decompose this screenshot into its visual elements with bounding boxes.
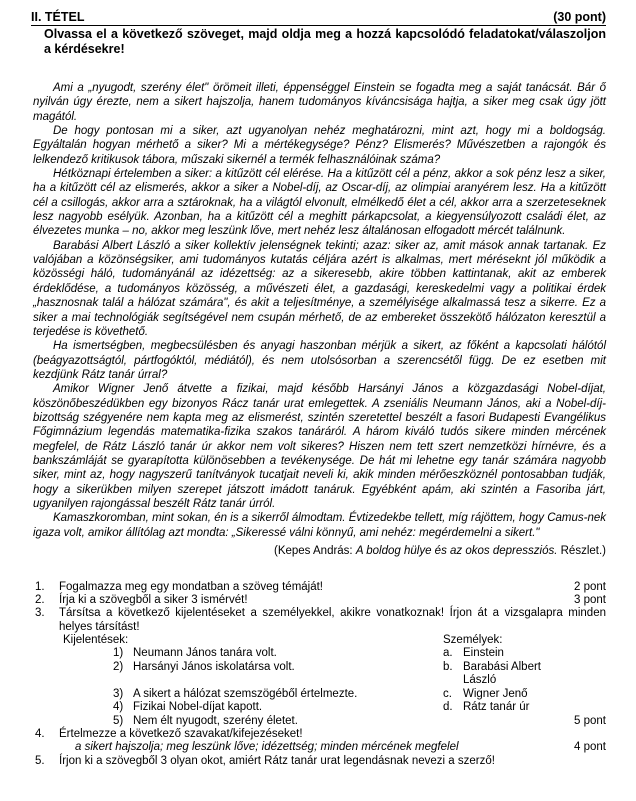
question-number: 5. xyxy=(35,755,45,768)
statement-text: Nem élt nyugodt, szerény életet. xyxy=(133,714,298,727)
paragraph: Kamaszkoromban, mint sokan, én is a sikerről álmodtam. Évtizedekbe tellett, míg rájöttem, hogy Camus-nek igaza volt, amikor állítólag azt mondta: „Sikeressé válni könnyű, ami nehéz: megérdemelni a sikert." xyxy=(33,512,606,539)
question-number: 4. xyxy=(35,727,45,740)
paragraph: Hétköznapi értelemben a siker: a kitűzött cél elérése. Ha a kitűzött cél a pénz, akkor a sok pénz lesz a siker, ha a kitűzött cél az elismerés, akkor a siker a Nobel-díj, az Oscar-díj, az olimpiai aranyérem lesz. Ha a kitűzött cél a csillogás, akkor arra a sztároknak, ha a világtól elvonult, elmélkedő élet a cél, akkor arra a szerzeteseknek lesz nagyobb esélyük. Azonban, ha a kitűzött cél a meghitt párkapcsolat, a kiegyensúlyozott családi élet, az élvezetes munka – no, akkor meg leszünk lőve, mert nehéz lesz általánosan elfogadott mércét találnunk. xyxy=(33,168,606,238)
section-points: (30 pont) xyxy=(553,10,606,24)
person-name-line2: László xyxy=(463,673,497,686)
citation-prefix: (Kepes András: xyxy=(274,545,356,557)
section-header xyxy=(31,9,606,26)
statement-number: 2) xyxy=(113,660,124,673)
person-name: Wigner Jenő xyxy=(463,687,528,700)
statements-label: Kijelentések: xyxy=(63,633,129,646)
statement-number: 5) xyxy=(113,714,124,727)
person-name: Rátz tanár úr xyxy=(463,700,530,713)
question-points: 2 pont xyxy=(574,581,606,593)
matching-table xyxy=(59,634,606,728)
question-number: 1. xyxy=(35,581,45,593)
person-letter: c. xyxy=(443,687,452,700)
exam-page xyxy=(31,0,606,768)
paragraph: Amikor Wigner Jenő átvette a fizikai, majd később Harsányi János a közgazdasági Nobel-díjat, köszönőbeszédükben egy bizonyos Rácz tanár urat emlegettek. A zseniális Neumann János, aki a Nobel-díj-bizottság szégyenére nem kapta meg az elismerést, szintén szeretettel beszélt a fasori Budapesti Evangélikus Főgimnázium legendás matematika-fizika szakos tanáráról. A három kiváló tudós sikere minden mércének megfelel, de Rátz László tanár úr akkor nem volt sikeres? Hiszen nem tett szert nemzetközi hírnévre, és a bankszámláját se gyarapította különösebben a tevékenysége. De hát mi lehetne egy tanár számára nagyobb siker, mint az, hogy nagyszerű tanítványok tucatjait neveli ki, akik minden mérőeszköznél pontosabban tudják, hogy a sikerükben milyen szerepet játszott imádott tanáruk. Egyébként apám, aki szintén a Fasoriba járt, ugyanilyen rajongással beszélt Rátz tanár úrról. xyxy=(33,383,606,510)
statement-number: 3) xyxy=(113,687,124,700)
questions xyxy=(31,581,606,768)
question-text: Társítsa a következő kijelentéseket a személyekkel, akikre vonatkoznak! Írjon át a vizsgalapra minden helyes társítást! xyxy=(59,607,606,633)
question-text: Írja ki a szövegből a siker 3 ismérvét! xyxy=(59,594,248,607)
statement-text: Fizikai Nobel-díjat kapott. xyxy=(133,700,263,713)
question-text: Fogalmazza meg egy mondatban a szöveg témáját! xyxy=(59,581,324,593)
person-name: Barabási Albert xyxy=(463,660,541,673)
persons-label: Személyek: xyxy=(443,633,503,646)
source-citation xyxy=(31,544,606,559)
question-3 xyxy=(31,607,606,727)
question-text: Értelmezze a következő szavakat/kifejezéseket! xyxy=(59,727,303,740)
paragraph: Ha ismertségben, megbecsülésben és anyagi haszonban mérjük a sikert, az főként a kapcsolati hálótól (beágyazottságtól, pártfogóktól, médiától), és nem utolsósorban a szerencsétől függ. De ez esetben mit kezdjünk Rátz tanár úrral? xyxy=(33,340,606,381)
question-1 xyxy=(31,581,606,594)
question-4-terms xyxy=(59,741,606,755)
question-number: 2. xyxy=(35,594,45,607)
question-text: Írjon ki a szövegből 3 olyan okot, amiért Rátz tanár urat legendásnak nevezi a szerző! xyxy=(59,755,495,768)
paragraph: De hogy pontosan mi a siker, azt ugyanolyan nehéz meghatározni, mint azt, hogy mi a boldogság. Egyáltalán hogyan mérhető a siker? Mi a mértékegysége? Pénz? Elismerés? Művészetben a rajongók és lelkendező kritikusok tábora, műszaki sikernél a termék felhasználóinak száma? xyxy=(33,125,606,166)
statement-text: Neumann János tanára volt. xyxy=(133,646,277,659)
statement-text: A sikert a hálózat szemszögéből értelmezte. xyxy=(133,687,358,700)
question-5 xyxy=(31,755,606,768)
citation-title: A boldog hülye és az okos depressziós. xyxy=(355,545,558,557)
question-2 xyxy=(31,594,606,607)
terms-text: a sikert hajszolja; meg leszünk lőve; idézettség; minden mércének megfelel xyxy=(75,741,459,754)
section-title: II. TÉTEL xyxy=(31,10,85,24)
person-letter: d. xyxy=(443,700,453,713)
paragraph: Ami a „nyugodt, szerény élet" örömeit illeti, éppenséggel Einstein se fogadta meg a saját tanácsát. Bár ő nyilván úgy érezte, nem a sikert hajszolja, hanem tudományos kíváncsisága hajtja, a siker meg csak úgy jött magától. xyxy=(33,82,606,123)
paragraph: Barabási Albert László a siker kollektív jelenségnek tekinti; azaz: siker az, amit mások annak tartanak. Ez valójában a közönségsiker, ami tudományos kutatás céljára azért is alkalmas, mert méréseknt jól működik a közösségi háló, tudományánál az idézettség: az a sikeresebb, akire többen kattintanak, akit az emberek érdeklődése, a tudományos közösség, a művészeti élet, a gazdasági, kereskedelmi vagy a politikai érdek „hasznosnak talál a hálózat számára", és akit a teljesítménye, a személyisége alkalmassá tesz a sikerre. Ez a siker a mai technológiák segítségével nem csupán mérhető, de az embereket összekötő hálózaton keresztül a terjedése is követhető. xyxy=(33,239,606,338)
statement-text: Harsányi János iskolatársa volt. xyxy=(133,660,295,673)
instruction: Olvassa el a következő szöveget, majd oldja meg a hozzá kapcsolódó feladatokat/válaszoljon a kérdésekre! xyxy=(44,27,606,56)
citation-suffix: Részlet.) xyxy=(557,545,606,557)
statement-number: 1) xyxy=(113,646,124,659)
question-4 xyxy=(31,728,606,755)
person-letter: b. xyxy=(443,660,453,673)
question-points: 5 pont xyxy=(574,714,606,727)
person-name: Einstein xyxy=(463,646,504,659)
question-number: 3. xyxy=(35,607,45,620)
reading-text xyxy=(31,81,606,540)
question-points: 4 pont xyxy=(574,741,606,754)
question-points: 3 pont xyxy=(574,594,606,607)
statement-number: 4) xyxy=(113,700,124,713)
person-letter: a. xyxy=(443,646,453,659)
